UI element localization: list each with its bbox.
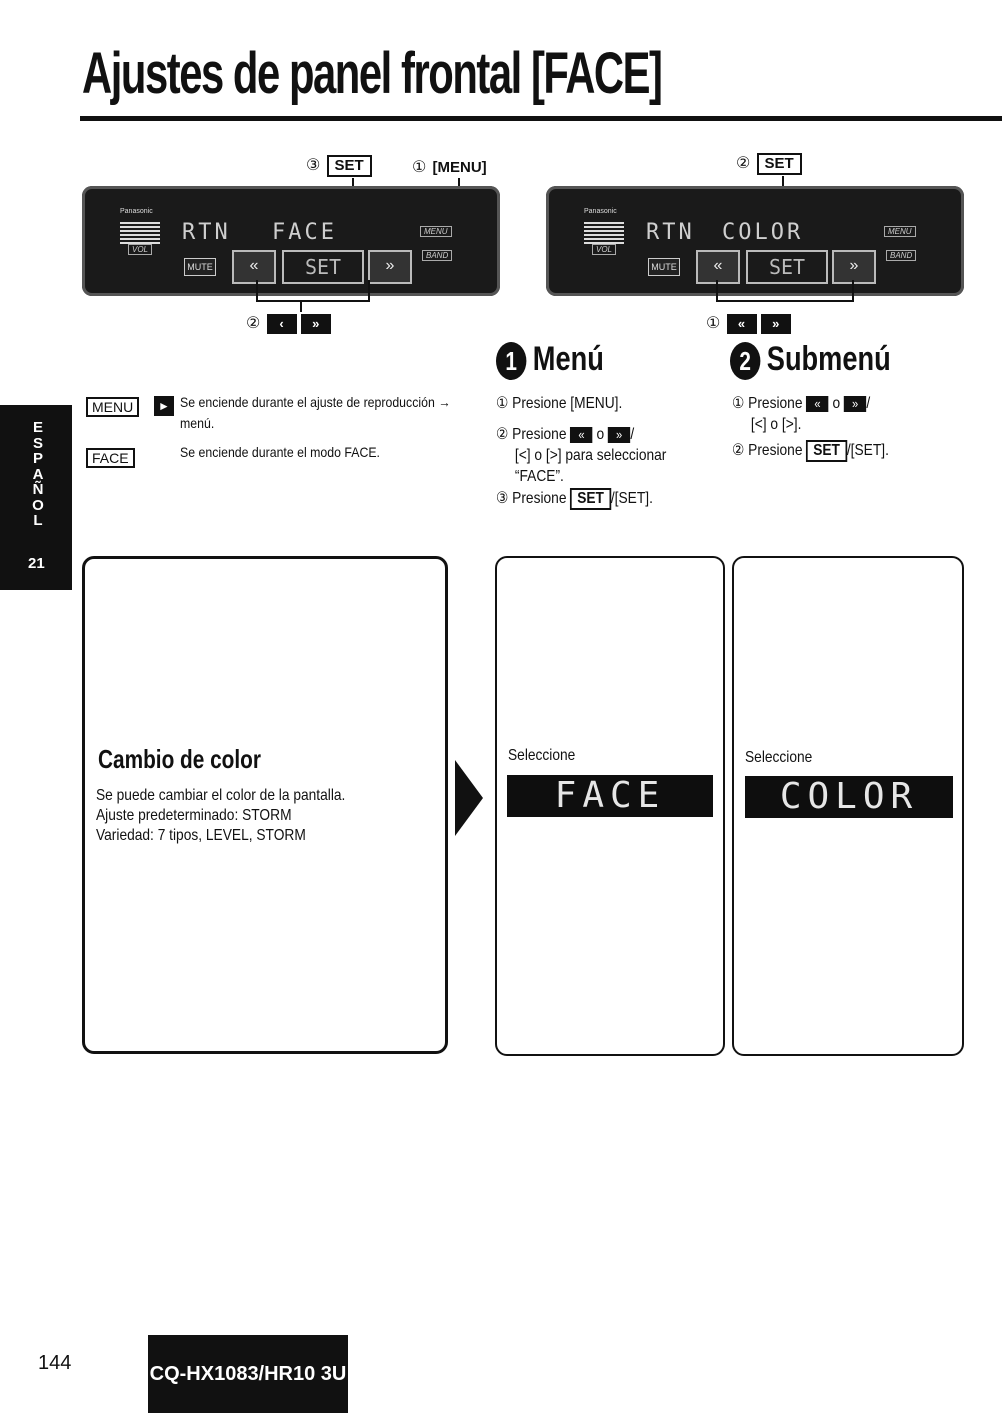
color-change-line-2: Ajuste predeterminado: STORM <box>96 807 292 824</box>
side-tab-letter: L <box>33 512 43 529</box>
left-arrow-button[interactable]: « <box>232 250 276 284</box>
bracket-line <box>716 300 854 302</box>
left-arrow-icon: « <box>806 396 828 412</box>
band-button[interactable]: BAND <box>886 250 916 261</box>
vol-up-icon[interactable] <box>120 222 160 244</box>
right-arrow-button[interactable]: » <box>368 250 412 284</box>
submenu-step-1: ① Presione « o » / [<] o [>]. <box>732 395 871 433</box>
face-indicator-text: Se enciende durante el modo FACE. <box>180 444 380 460</box>
side-tab-letter: S <box>32 434 43 452</box>
left-callout-set: ③ SET <box>306 155 372 177</box>
menu-indicator-badge: MENU <box>86 397 139 417</box>
right-arrow-button[interactable]: » <box>832 250 876 284</box>
side-tab-letter: A <box>32 465 44 483</box>
right-arrow-icon: » <box>844 396 866 412</box>
menu-button[interactable]: MENU <box>884 226 916 237</box>
front-panel-color <box>546 186 964 296</box>
menu-button[interactable]: MENU <box>420 226 452 237</box>
bracket-line <box>300 300 302 312</box>
front-panel-face <box>82 186 500 296</box>
left-callout-menu: ① [MENU] <box>412 159 487 176</box>
right-callout-arrows: ① « » <box>706 313 791 334</box>
step-1-badge: 1 <box>496 342 526 380</box>
select-face-label: Seleccione <box>508 747 576 764</box>
language-letters <box>30 420 46 529</box>
set-button[interactable]: SET <box>746 250 828 284</box>
set-key-icon: SET <box>570 488 611 510</box>
set-key-icon: SET <box>806 440 847 462</box>
side-tab-letter: E <box>32 419 43 436</box>
bracket-line <box>256 300 370 302</box>
page-title: Ajustes de panel frontal [FACE] <box>82 41 662 106</box>
menu-step-3: ③ Presione SET /[SET]. <box>496 488 653 510</box>
bracket-line <box>716 280 718 302</box>
left-arrow-icon: « <box>727 314 757 334</box>
right-callout-set: ② SET <box>736 153 802 175</box>
title-rule <box>80 116 1002 121</box>
color-lcd-display: COLOR <box>745 776 953 818</box>
arrow-icon: ► <box>154 396 174 416</box>
right-arrow-icon: » <box>761 314 791 334</box>
next-arrow-icon <box>455 760 483 836</box>
display-rtn: RTN <box>646 220 695 245</box>
right-arrow-icon: » <box>301 314 331 334</box>
language-side-tab <box>0 405 72 590</box>
side-tab-letter: O <box>32 496 44 514</box>
face-lcd-display: FACE <box>507 775 713 817</box>
display-mode: COLOR <box>722 220 804 245</box>
select-color-label: Seleccione <box>745 749 813 766</box>
step-2-badge: 2 <box>730 342 760 380</box>
brand-label: Panasonic <box>584 208 617 215</box>
page-number: 144 <box>38 1352 72 1374</box>
mute-button[interactable]: MUTE <box>184 258 216 276</box>
left-arrow-button[interactable]: « <box>696 250 740 284</box>
side-tab-letter: P <box>32 450 43 467</box>
color-change-line-3: Variedad: 7 tipos, LEVEL, STORM <box>96 827 306 844</box>
mute-button[interactable]: MUTE <box>648 258 680 276</box>
menu-section-heading: 1 Menú <box>496 340 604 380</box>
left-arrow-icon: « <box>570 427 592 443</box>
vol-label: VOL <box>592 244 616 255</box>
menu-step-2: ② Presione « o » / [<] o [>] para seleccionar “FACE”. <box>496 426 667 485</box>
menu-indicator-text: Se enciende durante el ajuste de reproducción → menú. <box>180 394 451 431</box>
brand-label: Panasonic <box>120 208 153 215</box>
left-callout-arrows: ② ‹ » <box>246 313 331 334</box>
set-key-icon: SET <box>327 155 372 177</box>
bracket-line <box>852 280 854 302</box>
submenu-section-heading: 2 Submenú <box>730 340 891 380</box>
color-change-title: Cambio de color <box>98 744 261 774</box>
submenu-step-2: ② Presione SET /[SET]. <box>732 440 889 462</box>
set-key-icon: SET <box>757 153 802 175</box>
display-mode: FACE <box>272 220 337 245</box>
menu-step-1: ① Presione [MENU]. <box>496 395 623 412</box>
side-tab-letter: Ñ <box>32 481 44 498</box>
left-arrow-icon: ‹ <box>267 314 297 334</box>
face-indicator-badge: FACE <box>86 448 135 468</box>
display-rtn: RTN <box>182 220 231 245</box>
vol-up-icon[interactable] <box>584 222 624 244</box>
chapter-number: 21 <box>28 555 45 572</box>
vol-label: VOL <box>128 244 152 255</box>
set-button[interactable]: SET <box>282 250 364 284</box>
band-button[interactable]: BAND <box>422 250 452 261</box>
right-arrow-icon: » <box>608 427 630 443</box>
bracket-line <box>368 280 370 302</box>
color-change-line-1: Se puede cambiar el color de la pantalla. <box>96 787 346 804</box>
model-number: CQ-HX1083/HR10 3U <box>148 1335 348 1413</box>
bracket-line <box>256 280 258 302</box>
